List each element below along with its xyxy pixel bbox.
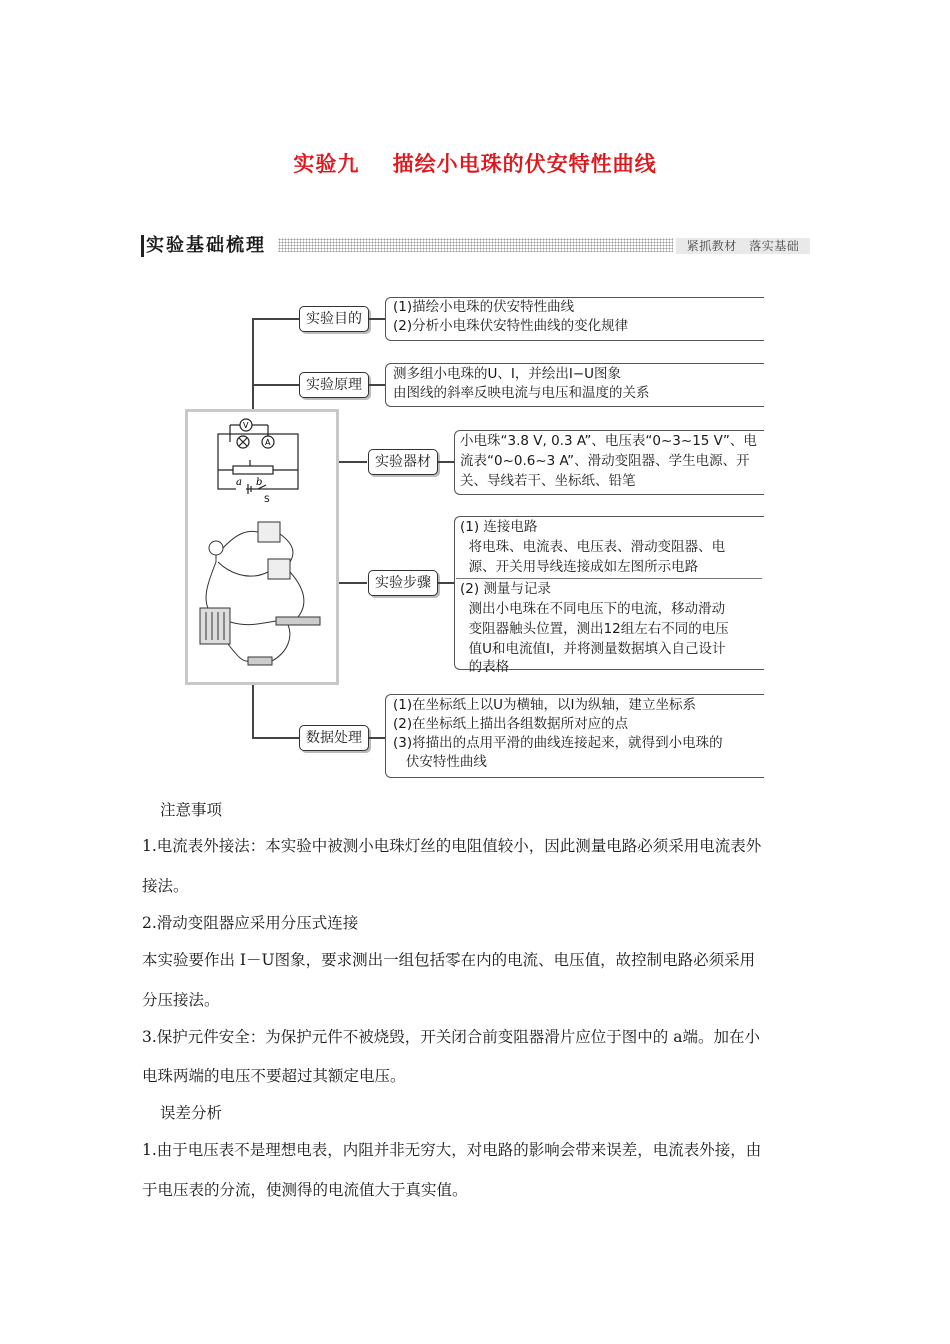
apparatus-sketch — [200, 522, 320, 665]
branch-line — [252, 318, 299, 320]
notes-p1-line2: 接法。 — [142, 877, 189, 895]
data-line-3: (3)将描出的点用平滑的曲线连接起来，就得到小电珠的 — [393, 735, 723, 751]
errors-p1-line1: 1.由于电压表不是理想电表，内阻并非无穷大，对电路的影响会带来误差，电流表外接，由 — [142, 1141, 762, 1159]
notes-p2: 2.滑动变阻器应采用分压式连接 — [142, 914, 359, 932]
node-data: 数据处理 — [299, 725, 369, 751]
purpose-line-2: (2)分析小电珠伏安特性曲线的变化规律 — [393, 318, 629, 334]
notes-p4-line2: 电珠两端的电压不要超过其额定电压。 — [142, 1067, 406, 1085]
steps-line-7: 值U和电流值I，并将测量数据填入自己设计 — [460, 641, 726, 657]
data-line-4: 伏安特性曲线 — [393, 754, 487, 770]
notes-p4-line1: 3.保护元件安全：为保护元件不被烧毁，开关闭合前变阻器滑片应位于图中的 a端。加在小 — [142, 1028, 760, 1046]
data-line-2: (2)在坐标纸上描出各组数据所对应的点 — [393, 716, 629, 732]
page-title: 实验九 描绘小电珠的伏安特性曲线 — [293, 152, 657, 176]
equipment-line-1: 小电珠“3.8 V, 0.3 A”、电压表“0~3~15 V”、电 — [460, 433, 757, 449]
section-dotted-bar — [278, 238, 673, 252]
section-title: 实验基础梳理 — [146, 234, 270, 258]
section-tagline: 紧抓教材 落实基础 — [676, 238, 810, 254]
notes-heading: 注意事项 — [160, 801, 223, 819]
equipment-line-3: 关、导线若干、坐标纸、铅笔 — [460, 473, 636, 489]
notes-p3-line1: 本实验要作出 I－U图象，要求测出一组包括零在内的电流、电压值，故控制电路必须采用 — [142, 951, 756, 969]
section-edge — [141, 235, 144, 257]
switch-label: S — [264, 495, 270, 505]
node-steps: 实验步骤 — [368, 570, 438, 596]
node-connector — [369, 318, 385, 320]
notes-p1-line1: 1.电流表外接法：本实验中被测小电珠灯丝的电阻值较小，因此测量电路必须采用电流表外 — [142, 837, 762, 855]
node-purpose: 实验目的 — [299, 306, 369, 332]
branch-line — [252, 737, 299, 739]
steps-line-5: 测出小电珠在不同电压下的电流，移动滑动 — [460, 601, 726, 617]
node-principle: 实验原理 — [299, 372, 369, 398]
voltmeter-label: V — [243, 421, 249, 430]
ammeter-label: A — [265, 438, 271, 447]
purpose-line-1: (1)描绘小电珠的伏安特性曲线 — [393, 299, 575, 315]
node-connector — [438, 461, 454, 463]
steps-line-4: (2) 测量与记录 — [460, 581, 551, 597]
steps-divider — [456, 578, 762, 579]
principle-line-1: 测多组小电珠的U、I，并绘出I−U图象 — [393, 366, 622, 382]
principle-line-2: 由图线的斜率反映电流与电压和温度的关系 — [393, 385, 650, 401]
steps-line-2: 将电珠、电流表、电压表、滑动变阻器、电 — [460, 539, 726, 555]
errors-p1-line2: 于电压表的分流，使测得的电流值大于真实值。 — [142, 1181, 468, 1199]
notes-p3-line2: 分压接法。 — [142, 991, 220, 1009]
circuit-diagram — [188, 412, 336, 682]
rheostat-end-b: b — [256, 477, 263, 488]
experiment-figure — [185, 409, 339, 685]
rheostat-end-a: a — [236, 477, 242, 488]
steps-line-1: (1) 连接电路 — [460, 519, 538, 535]
steps-line-8: 的表格 — [460, 659, 510, 675]
node-connector — [369, 737, 385, 739]
errors-heading: 误差分析 — [160, 1104, 223, 1122]
steps-line-6: 变阻器触头位置，测出12组左右不同的电压 — [460, 621, 729, 637]
node-connector — [438, 582, 454, 584]
equipment-line-2: 流表“0~0.6~3 A”、滑动变阻器、学生电源、开 — [460, 453, 750, 469]
node-connector — [369, 384, 385, 386]
steps-line-3: 源、开关用导线连接成如左图所示电路 — [460, 559, 699, 575]
data-line-1: (1)在坐标纸上以U为横轴，以I为纵轴，建立坐标系 — [393, 697, 696, 713]
branch-line — [252, 384, 299, 386]
node-equipment: 实验器材 — [368, 449, 438, 475]
